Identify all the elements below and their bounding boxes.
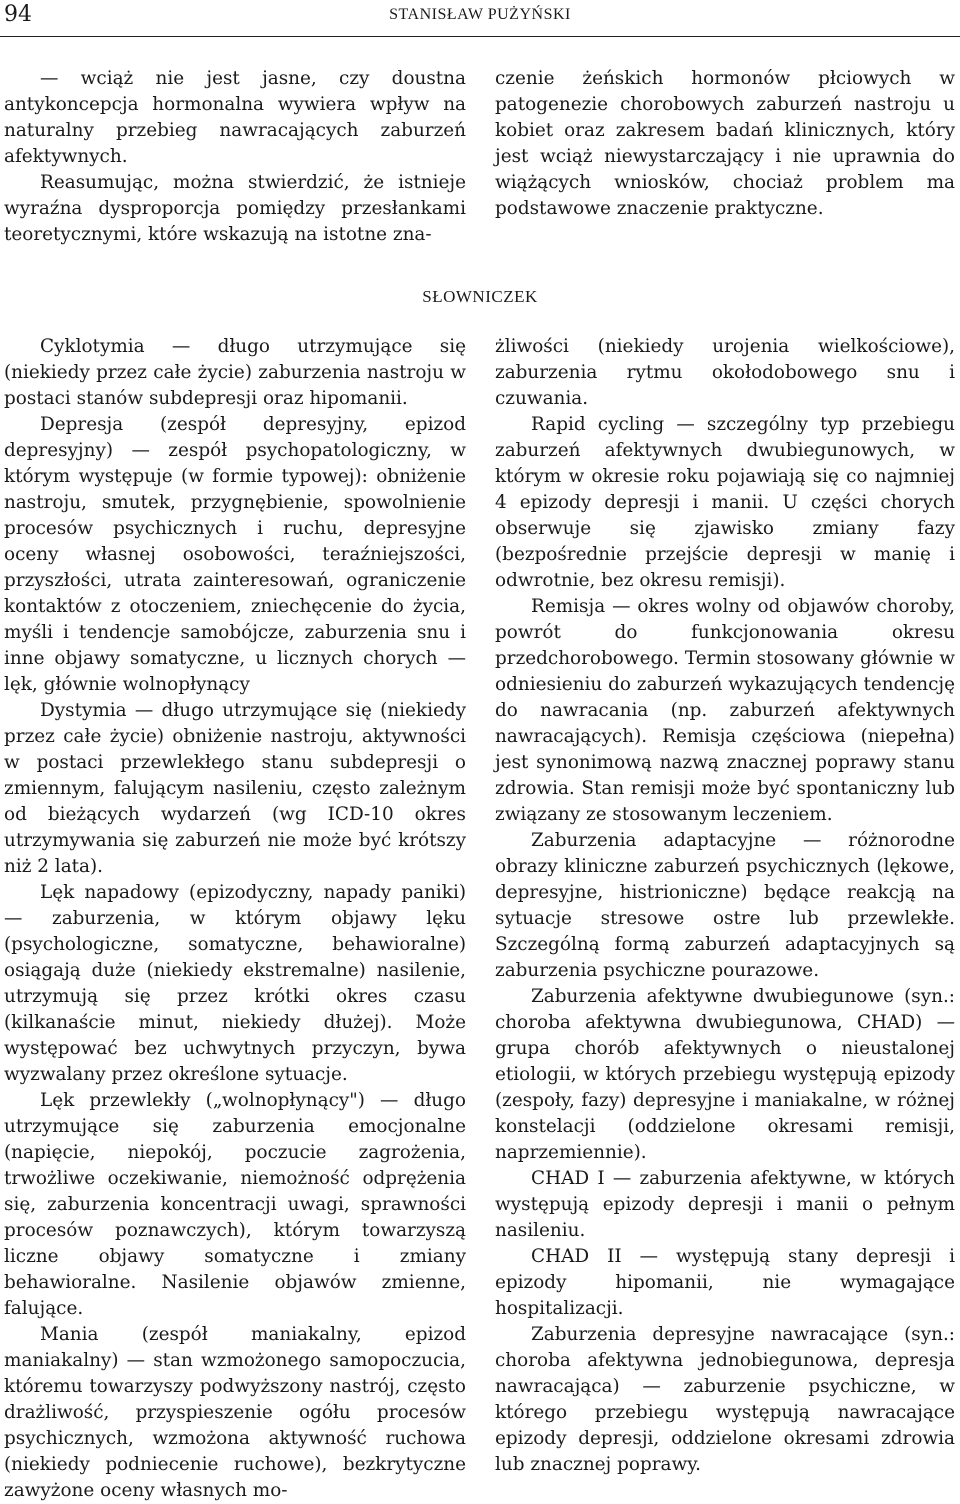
intro-left-column xyxy=(4,66,466,248)
glossary-left-column xyxy=(4,334,466,1504)
glossary-right-column xyxy=(495,334,955,1478)
intro-paragraph: czenie żeńskich hormonów płciowych w patogenezie chorobowych zaburzeń nastroju u kobiet oraz zakresem badań klinicznych, który jest wciąż niewystarczający i nie uprawnia do wiążących wniosków, chociaż problem ma podstawowe znaczenie praktyczne. xyxy=(495,68,955,219)
intro-paragraph: Reasumując, można stwierdzić, że istnieje wyraźna dysproporcja pomiędzy przesłankami teoretycznymi, które wskazują na istotne zna- xyxy=(4,172,466,245)
glossary-entry: CHAD I — zaburzenia afektywne, w których występują epizody depresji i manii o pełnym nasileniu. xyxy=(495,1168,955,1241)
glossary-entry: Zaburzenia adaptacyjne — różnorodne obrazy kliniczne zaburzeń psychicznych (lękowe, depresyjne, histrioniczne) będące reakcją na sytuacje stresowe ostre lub przewlekłe. Szczególną formą zaburzeń adaptacyjnych są zaburzenia psychiczne pourazowe. xyxy=(495,830,955,981)
page-number: 94 xyxy=(4,2,32,27)
glossary-title: SŁOWNICZEK xyxy=(422,287,538,306)
glossary-entry: Depresja (zespół depresyjny, epizod depresyjny) — zespół psychopatologiczny, w którym występuje (w formie typowej): obniżenie nastroju, smutek, przygnębienie, spowolnienie procesów psychicznych i ruchu, depresyjne oceny własnej osobowości, teraźniejszości, przyszłości, utrata zainteresowań, ograniczenie kontaktów z otoczeniem, zniechęcenie do życia, myśli i tendencje samobójcze, zaburzenia snu i inne objawy somatyczne, u licznych chorych — lęk, głównie wolnopłynący xyxy=(4,414,466,695)
intro-paragraph: — wciąż nie jest jasne, czy doustna antykoncepcja hormonalna wywiera wpływ na naturalny przebieg nawracających zaburzeń afektywnych. xyxy=(4,68,466,167)
page-header xyxy=(0,0,960,37)
glossary-entry: Mania (zespół maniakalny, epizod maniakalny) — stan wzmożonego samopoczucia, któremu towarzyszy podwyższony nastrój, często drażliwość, przyspieszenie ogółu procesów psychicznych, wzmożona aktywność ruchowa (niekiedy podniecenie ruchowe), bezkrytyczne zawyżone oceny własnych mo- xyxy=(4,1324,466,1501)
glossary-entry: Cyklotymia — długo utrzymujące się (niekiedy przez całe życie) zaburzenia nastroju w postaci stanów subdepresji oraz hipomanii. xyxy=(4,336,466,409)
glossary-entry: Zaburzenia afektywne dwubiegunowe (syn.: choroba afektywna dwubiegunowa, CHAD) — grupa chorób afektywnych o nieustalonej etiologii, w których przebiegu występują epizody (zespoły, fazy) depresyjne i maniakalne, w różnej konstelacji (oddzielone okresami remisji, naprzemiennie). xyxy=(495,986,955,1163)
glossary-entry: Rapid cycling — szczególny typ przebiegu zaburzeń afektywnych dwubiegunowych, w którym w okresie roku pojawiają się co najmniej 4 epizody depresji i manii. U części chorych obserwuje się zjawisko zmiany fazy (bezpośrednie przejście depresji w manię i odwrotnie, bez okresu remisji). xyxy=(495,414,955,591)
intro-right-column xyxy=(495,66,955,222)
running-head: STANISŁAW PUŻYŃSKI xyxy=(389,6,571,23)
glossary-entry: Lęk napadowy (epizodyczny, napady paniki) — zaburzenia, w którym objawy lęku (psychologiczne, somatyczne, behawioralne) osiągają duże (niekiedy ekstremalne) nasilenie, utrzymują się przez krótki okres czasu (kilkanaście minut, niekiedy dłużej). Może występować bez uchwytnych przyczyn, bywa wyzwalany przez określone sytuacje. xyxy=(4,882,466,1085)
glossary-entry: Lęk przewlekły („wolnopłynący") — długo utrzymujące się zaburzenia emocjonalne (napięcie, niepokój, poczucie zagrożenia, trwożliwe oczekiwanie, niemożność odprężenia się, zaburzenia koncentracji uwagi, sprawności procesów poznawczych), którym towarzyszą liczne objawy somatyczne i zmiany behawioralne. Nasilenie objawów zmienne, falujące. xyxy=(4,1090,466,1319)
glossary-entry: Dystymia — długo utrzymujące się (niekiedy przez całe życie) obniżenie nastroju, aktywności w postaci przewlekłego stanu subdepresji o zmiennym, falującym nasileniu, często zależnym od bieżących wydarzeń (wg ICD-10 okres utrzymywania się zaburzeń nie może być krótszy niż 2 lata). xyxy=(4,700,466,877)
glossary-entry: CHAD II — występują stany depresji i epizody hipomanii, nie wymagające hospitalizacji. xyxy=(495,1246,955,1319)
glossary-entry: Zaburzenia depresyjne nawracające (syn.: choroba afektywna jednobiegunowa, depresja nawracająca) — zaburzenie psychiczne, w którego przebiegu występują nawracające epizody depresji, oddzielone okresami zdrowia lub znacznej poprawy. xyxy=(495,1324,955,1475)
glossary-entry: żliwości (niekiedy urojenia wielkościowe), zaburzenia rytmu okołodobowego snu i czuwania. xyxy=(495,336,955,409)
glossary-entry: Remisja — okres wolny od objawów choroby, powrót do funkcjonowania okresu przedchorobowego. Termin stosowany głównie w odniesieniu do zaburzeń wykazujących tendencję do nawracania (np. zaburzeń afektywnych nawracających). Remisja częściowa (niepełna) jest synonimową nazwą znacznej poprawy stanu zdrowia. Stan remisji może być spontaniczny lub związany ze stosowanym leczeniem. xyxy=(495,596,955,825)
